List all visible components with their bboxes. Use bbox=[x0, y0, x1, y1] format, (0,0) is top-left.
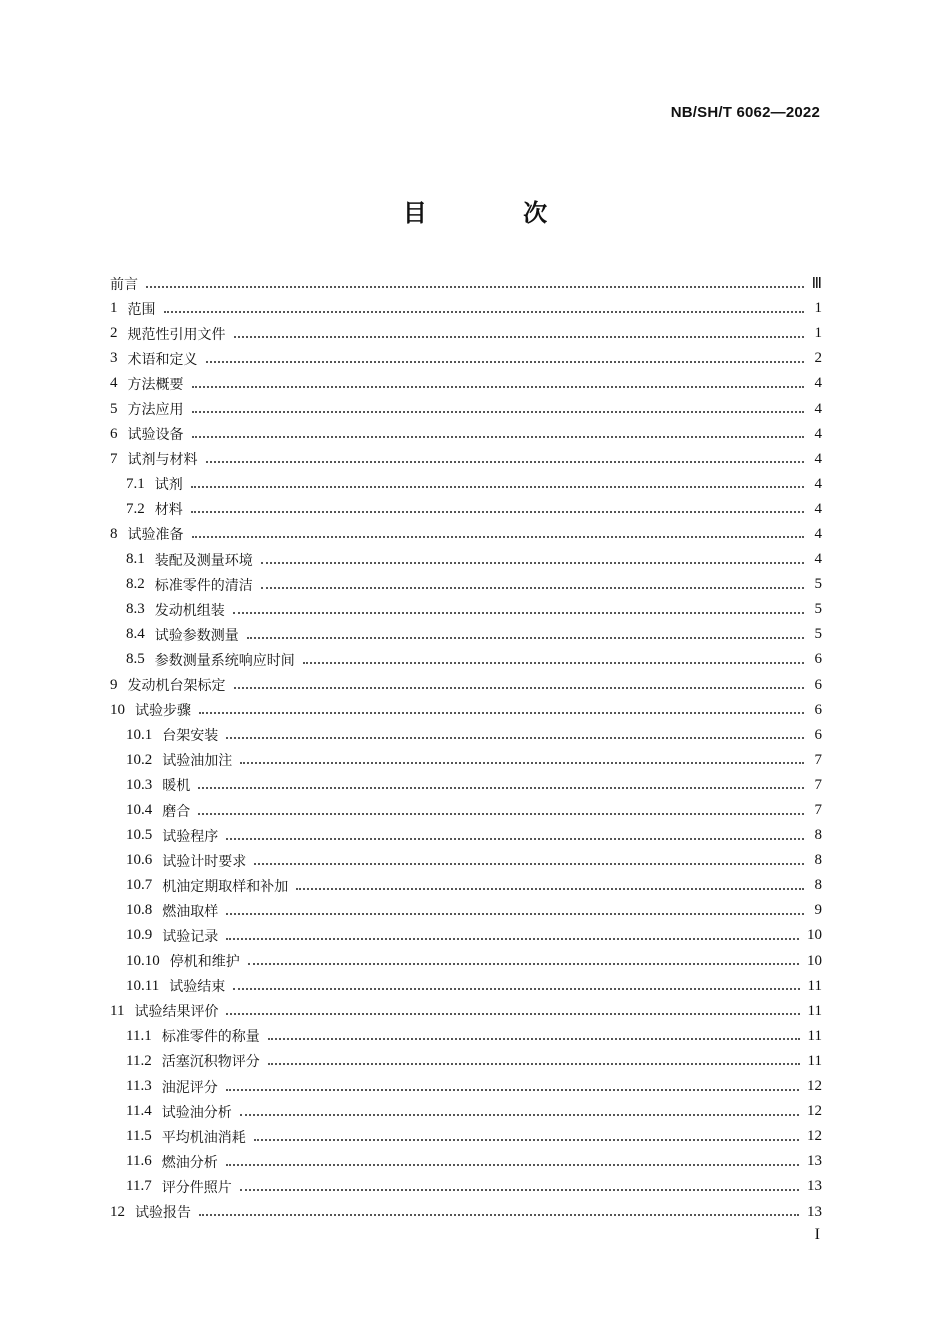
toc-entry-page: 11 bbox=[807, 1052, 822, 1069]
toc-entry-title: 评分件照片 bbox=[161, 1179, 232, 1196]
toc-entry-title: 台架安装 bbox=[162, 728, 219, 745]
toc-entry[interactable] bbox=[110, 974, 822, 999]
toc-leader-dots bbox=[248, 963, 799, 965]
toc-entry-title: 参数测量系统响应时间 bbox=[154, 652, 295, 669]
toc-entry-title: 暖机 bbox=[162, 778, 191, 795]
toc-entry-page: 11 bbox=[807, 1027, 822, 1044]
toc-entry[interactable] bbox=[110, 723, 822, 748]
toc-leader-dots bbox=[240, 1189, 799, 1191]
toc-entry-page: 6 bbox=[814, 676, 822, 693]
toc-entry-number: 11 bbox=[110, 1002, 125, 1019]
toc-entry-title: 燃油取样 bbox=[162, 903, 219, 920]
toc-entry-title: 试验程序 bbox=[162, 828, 219, 845]
toc-entry-title: 方法概要 bbox=[127, 376, 184, 393]
toc-entry-number: 7 bbox=[110, 450, 118, 467]
toc-entry-number: 11.3 bbox=[126, 1078, 152, 1095]
toc-entry-title: 发动机组装 bbox=[154, 602, 225, 619]
toc-entry-title: 方法应用 bbox=[127, 402, 184, 419]
toc-entry-title: 机油定期取样和补加 bbox=[162, 878, 289, 895]
toc-leader-dots bbox=[240, 762, 804, 764]
toc-leader-dots bbox=[226, 1164, 799, 1166]
toc-entry[interactable] bbox=[110, 396, 822, 421]
toc-entry[interactable] bbox=[110, 1099, 822, 1124]
toc-entry-page: 2 bbox=[814, 350, 822, 367]
toc-entry-title: 试剂与材料 bbox=[127, 452, 198, 469]
toc-entry-title: 材料 bbox=[154, 502, 183, 519]
toc-entry-page: 6 bbox=[814, 701, 822, 718]
toc-entry-title: 标准零件的清洁 bbox=[154, 577, 253, 594]
toc-entry-number: 10.4 bbox=[126, 802, 153, 819]
toc-entry-title: 试验记录 bbox=[162, 928, 219, 945]
toc-entry-number: 12 bbox=[110, 1203, 125, 1220]
toc-entry-number: 10 bbox=[110, 701, 125, 718]
toc-entry-title: 规范性引用文件 bbox=[127, 326, 226, 343]
toc-entry[interactable] bbox=[110, 1024, 822, 1049]
toc-entry-title: 术语和定义 bbox=[127, 351, 198, 368]
toc-entry[interactable] bbox=[110, 798, 822, 823]
toc-entry-number: 11.5 bbox=[126, 1128, 152, 1145]
toc-entry-page: 8 bbox=[814, 852, 822, 869]
toc-leader-dots bbox=[191, 486, 804, 488]
toc-leader-dots bbox=[192, 436, 805, 438]
toc-entry[interactable] bbox=[110, 1199, 822, 1224]
toc-entry-page: 13 bbox=[807, 1203, 822, 1220]
toc-entry[interactable] bbox=[110, 698, 822, 723]
toc-entry[interactable] bbox=[110, 898, 822, 923]
toc-entry-number: 6 bbox=[110, 425, 118, 442]
toc-entry-number: 10.10 bbox=[126, 952, 160, 969]
toc-entry-number: 11.7 bbox=[126, 1178, 152, 1195]
toc-entry-number: 2 bbox=[110, 325, 118, 342]
toc-entry-page: 5 bbox=[814, 601, 822, 618]
toc-entry-number: 8.5 bbox=[126, 651, 145, 668]
toc-entry[interactable] bbox=[110, 873, 822, 898]
toc-leader-dots bbox=[146, 286, 804, 288]
toc-entry-title: 试验参数测量 bbox=[154, 627, 239, 644]
toc-entry-number: 1 bbox=[110, 300, 118, 317]
toc-entry[interactable] bbox=[110, 923, 822, 948]
toc-entry-page: 4 bbox=[814, 500, 822, 517]
toc-title: 目 次 bbox=[402, 199, 592, 227]
toc-leader-dots bbox=[254, 863, 804, 865]
toc-entry[interactable] bbox=[110, 1149, 822, 1174]
toc-entry[interactable] bbox=[110, 346, 822, 371]
toc-entry[interactable] bbox=[110, 848, 822, 873]
toc-entry[interactable] bbox=[110, 1049, 822, 1074]
toc-entry-title: 试验结果评价 bbox=[134, 1004, 219, 1021]
toc-leader-dots bbox=[247, 637, 804, 639]
toc-entry-title: 试验设备 bbox=[127, 427, 184, 444]
toc-entry-page: 10 bbox=[807, 952, 822, 969]
toc-entry-page: 5 bbox=[814, 576, 822, 593]
toc-entry-number: 10.11 bbox=[126, 977, 160, 994]
toc-entry[interactable] bbox=[110, 321, 822, 346]
toc-entry-title: 活塞沉积物评分 bbox=[161, 1054, 260, 1071]
toc-entry-title: 试验准备 bbox=[127, 527, 184, 544]
toc-entry[interactable] bbox=[110, 572, 822, 597]
toc-entry[interactable] bbox=[110, 547, 822, 572]
toc-entry-number: 10.8 bbox=[126, 902, 153, 919]
table-of-contents bbox=[110, 271, 822, 1225]
toc-entry-number: 3 bbox=[110, 350, 118, 367]
toc-leader-dots bbox=[234, 336, 805, 338]
toc-entry-title: 停机和维护 bbox=[169, 954, 240, 971]
toc-entry-title: 试验结束 bbox=[169, 979, 226, 996]
toc-leader-dots bbox=[192, 536, 805, 538]
toc-leader-dots bbox=[226, 737, 804, 739]
toc-entry[interactable] bbox=[110, 999, 822, 1024]
toc-leader-dots bbox=[206, 361, 805, 363]
toc-entry-number: 10.7 bbox=[126, 877, 153, 894]
toc-entry-title: 范围 bbox=[127, 301, 156, 318]
toc-entry-title: 标准零件的称量 bbox=[161, 1029, 260, 1046]
toc-entry[interactable] bbox=[110, 748, 822, 773]
toc-entry-page: 7 bbox=[814, 802, 822, 819]
toc-entry[interactable] bbox=[110, 422, 822, 447]
toc-leader-dots bbox=[226, 838, 804, 840]
toc-entry-page: 1 bbox=[814, 300, 822, 317]
toc-entry[interactable] bbox=[110, 1074, 822, 1099]
toc-entry-page: Ⅲ bbox=[811, 276, 822, 293]
toc-entry-page: 4 bbox=[814, 525, 822, 542]
toc-leader-dots bbox=[261, 587, 804, 589]
toc-entry-page: 10 bbox=[807, 927, 822, 944]
toc-entry-number: 8.3 bbox=[126, 601, 145, 618]
toc-entry[interactable] bbox=[110, 773, 822, 798]
toc-entry-page: 13 bbox=[807, 1178, 822, 1195]
toc-leader-dots bbox=[198, 787, 804, 789]
toc-entry-number: 10.5 bbox=[126, 827, 153, 844]
toc-entry-title: 试验油分析 bbox=[161, 1104, 232, 1121]
toc-leader-dots bbox=[226, 1013, 799, 1015]
toc-leader-dots bbox=[268, 1063, 800, 1065]
toc-entry[interactable] bbox=[110, 622, 822, 647]
toc-entry[interactable] bbox=[110, 1124, 822, 1149]
toc-entry-number: 11.2 bbox=[126, 1052, 152, 1069]
toc-entry-page: 6 bbox=[814, 651, 822, 668]
toc-leader-dots bbox=[164, 311, 805, 313]
toc-entry-page: 12 bbox=[807, 1128, 822, 1145]
toc-entry-page: 4 bbox=[814, 450, 822, 467]
toc-leader-dots bbox=[226, 1089, 799, 1091]
toc-entry-page: 11 bbox=[807, 977, 822, 994]
toc-leader-dots bbox=[234, 687, 805, 689]
toc-entry-title: 平均机油消耗 bbox=[161, 1129, 246, 1146]
toc-entry-page: 9 bbox=[814, 902, 822, 919]
page-number: I bbox=[814, 1226, 820, 1243]
toc-entry[interactable] bbox=[110, 472, 822, 497]
toc-entry-title: 试验计时要求 bbox=[162, 853, 247, 870]
standard-code: NB/SH/T 6062—2022 bbox=[670, 104, 820, 121]
toc-entry-page: 7 bbox=[814, 776, 822, 793]
toc-leader-dots bbox=[233, 988, 799, 990]
toc-entry-number: 11.1 bbox=[126, 1027, 152, 1044]
toc-entry[interactable] bbox=[110, 497, 822, 522]
toc-entry-page: 5 bbox=[814, 626, 822, 643]
toc-entry-title: 油泥评分 bbox=[161, 1079, 218, 1096]
toc-entry-title: 装配及测量环境 bbox=[154, 552, 253, 569]
toc-entry-page: 4 bbox=[814, 551, 822, 568]
toc-entry-title: 试验步骤 bbox=[135, 703, 191, 720]
toc-entry-number: 7.2 bbox=[126, 500, 145, 517]
toc-leader-dots bbox=[226, 913, 804, 915]
toc-leader-dots bbox=[199, 712, 804, 714]
toc-entry-page: 6 bbox=[814, 726, 822, 743]
toc-entry-number: 7.1 bbox=[126, 475, 145, 492]
toc-entry[interactable] bbox=[110, 447, 822, 472]
toc-entry-number: 9 bbox=[110, 676, 118, 693]
toc-entry-number: 8.4 bbox=[126, 626, 145, 643]
toc-entry-title: 磨合 bbox=[162, 803, 191, 820]
toc-leader-dots bbox=[233, 612, 804, 614]
toc-leader-dots bbox=[192, 386, 805, 388]
toc-entry-number: 8.1 bbox=[126, 551, 145, 568]
toc-entry-page: 12 bbox=[807, 1078, 822, 1095]
toc-entry-number: 8 bbox=[110, 525, 118, 542]
toc-entry-title: 试剂 bbox=[154, 477, 183, 494]
toc-leader-dots bbox=[226, 938, 799, 940]
toc-entry-page: 8 bbox=[814, 877, 822, 894]
toc-entry-number: 10.6 bbox=[126, 852, 153, 869]
toc-leader-dots bbox=[240, 1114, 799, 1116]
toc-entry[interactable] bbox=[110, 522, 822, 547]
toc-entry-page: 11 bbox=[807, 1002, 822, 1019]
toc-entry-title: 发动机台架标定 bbox=[127, 678, 226, 695]
toc-leader-dots bbox=[268, 1038, 800, 1040]
toc-entry-page: 7 bbox=[814, 751, 822, 768]
toc-entry-number: 10.1 bbox=[126, 726, 153, 743]
toc-entry-title: 燃油分析 bbox=[161, 1154, 218, 1171]
toc-entry-page: 4 bbox=[814, 425, 822, 442]
toc-leader-dots bbox=[303, 662, 804, 664]
toc-entry-number: 10.2 bbox=[126, 751, 153, 768]
toc-entry[interactable] bbox=[110, 647, 822, 672]
toc-entry[interactable] bbox=[110, 823, 822, 848]
toc-leader-dots bbox=[191, 511, 804, 513]
toc-entry-number: 11.4 bbox=[126, 1103, 152, 1120]
toc-entry-page: 13 bbox=[807, 1153, 822, 1170]
toc-entry-number: 4 bbox=[110, 375, 118, 392]
toc-leader-dots bbox=[192, 411, 805, 413]
toc-entry-number: 8.2 bbox=[126, 576, 145, 593]
toc-entry[interactable] bbox=[110, 673, 822, 698]
toc-entry[interactable] bbox=[110, 949, 822, 974]
toc-entry-page: 12 bbox=[807, 1103, 822, 1120]
toc-leader-dots bbox=[199, 1214, 799, 1216]
toc-entry-page: 1 bbox=[814, 325, 822, 342]
toc-leader-dots bbox=[296, 888, 804, 890]
toc-entry[interactable] bbox=[110, 1174, 822, 1199]
toc-entry-page: 4 bbox=[814, 400, 822, 417]
toc-leader-dots bbox=[254, 1139, 799, 1141]
toc-entry-number: 10.3 bbox=[126, 776, 153, 793]
toc-entry-page: 8 bbox=[814, 827, 822, 844]
toc-entry-number: 11.6 bbox=[126, 1153, 152, 1170]
toc-leader-dots bbox=[198, 813, 804, 815]
toc-entry-title: 前言 bbox=[110, 276, 138, 293]
toc-leader-dots bbox=[261, 562, 804, 564]
toc-entry[interactable] bbox=[110, 296, 822, 321]
toc-leader-dots bbox=[206, 461, 805, 463]
toc-entry-title: 试验报告 bbox=[135, 1205, 191, 1222]
toc-entry-number: 10.9 bbox=[126, 927, 153, 944]
toc-entry[interactable] bbox=[110, 371, 822, 396]
toc-entry-number: 5 bbox=[110, 400, 118, 417]
toc-entry[interactable] bbox=[110, 271, 822, 296]
toc-entry-page: 4 bbox=[814, 375, 822, 392]
toc-entry-page: 4 bbox=[814, 475, 822, 492]
toc-entry-title: 试验油加注 bbox=[162, 753, 233, 770]
toc-entry[interactable] bbox=[110, 597, 822, 622]
